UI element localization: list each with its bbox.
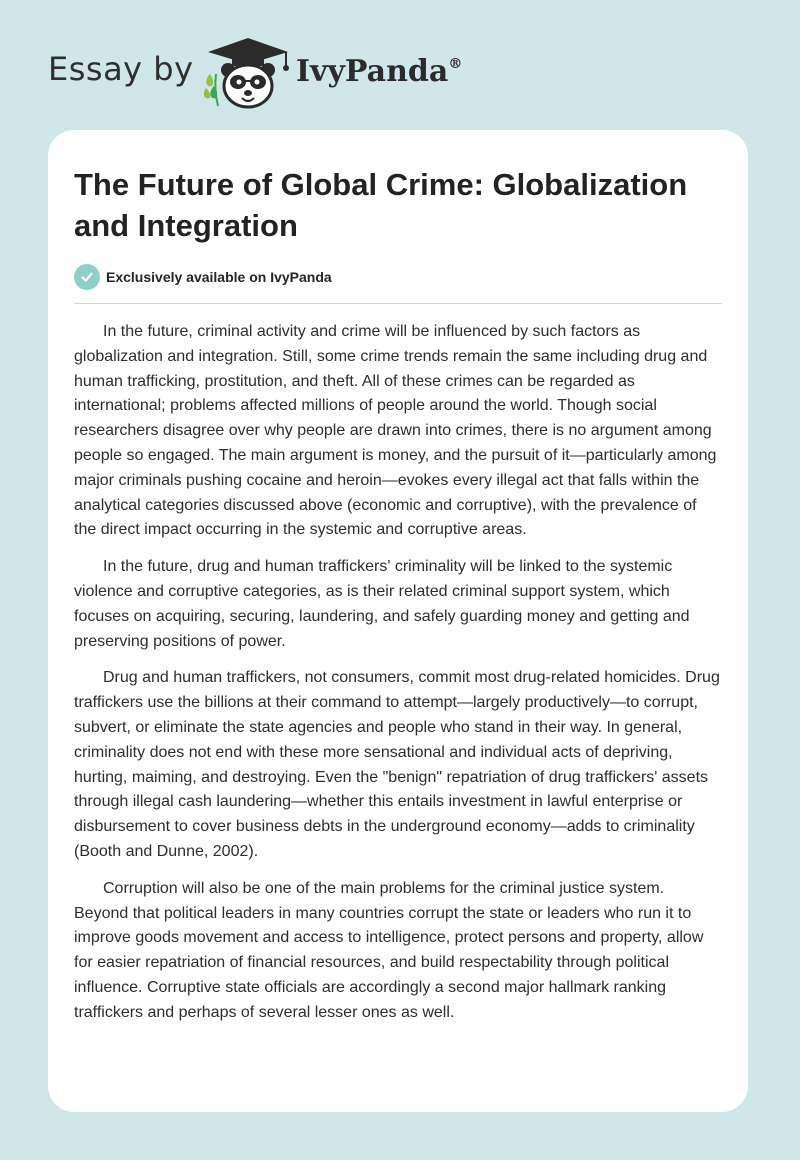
panda-logo-icon[interactable]	[202, 34, 294, 110]
brand-text: IvyPanda	[296, 54, 449, 89]
divider	[74, 303, 722, 304]
page-header	[0, 0, 800, 130]
paragraph: In the future, criminal activity and crime will be influenced by such factors as globalization and integration. Still, some crime trends remain the same including drug and human trafficking, prostitution, and theft. All of these crimes can be regarded as international; problems affected millions of people around the world. Though social researchers disagree over why people are drawn into crimes, there is no argument among people so engaged. The main argument is money, and the pursuit of it—particularly among major criminals pushing cocaine and heroin—evokes every illegal act that falls within the analytical categories discussed above (economic and corruptive), with the prevalence of the direct impact occurring in the systemic and corruptive areas.	[74, 323, 717, 539]
paragraph: Corruption will also be one of the main problems for the criminal justice system. Beyond that political leaders in many countries corrupt the state or leaders who run it to improve goods movement and access to intelligence, protect persons and property, allow for easier repatriation of financial resources, and build respectability through political influence. Corruptive state officials are accordingly a second major hallmark ranking traffickers and perhaps of several lesser ones as well.	[74, 879, 704, 1021]
essay-card	[48, 130, 748, 1112]
checkmark-icon	[74, 264, 100, 290]
paragraph: In the future, drug and human traffickers' criminality will be linked to the systemic violence and corruptive categories, as is their related criminal support system, which focuses on acquiring, securing, laundering, and safely guarding money and getting and preserving positions of power.	[74, 558, 690, 650]
brand-name[interactable]	[296, 54, 462, 89]
exclusive-label: Exclusively available on IvyPanda	[106, 269, 332, 285]
essay-body	[74, 320, 720, 1038]
page-title: The Future of Global Crime: Globalization and Integration	[74, 167, 688, 243]
registered-mark: ®	[448, 56, 463, 72]
essay-by-label: Essay by	[48, 50, 194, 88]
exclusive-badge	[74, 264, 332, 290]
paragraph: Drug and human traffickers, not consumers, commit most drug-related homicides. Drug traffickers use the billions at their command to attempt—largely productively—to corrupt, subvert, or eliminate the state agencies and people who stand in their way. In general, criminality does not end with these more sensational and individual acts of depriving, hurting, maiming, and destroying. Even the "benign" repatriation of drug traffickers' assets through illegal cash laundering—whether this entails investment in lawful enterprise or disbursement to cover business debts in the underground economy—adds to criminality (Booth and Dunne, 2002).	[74, 669, 720, 860]
